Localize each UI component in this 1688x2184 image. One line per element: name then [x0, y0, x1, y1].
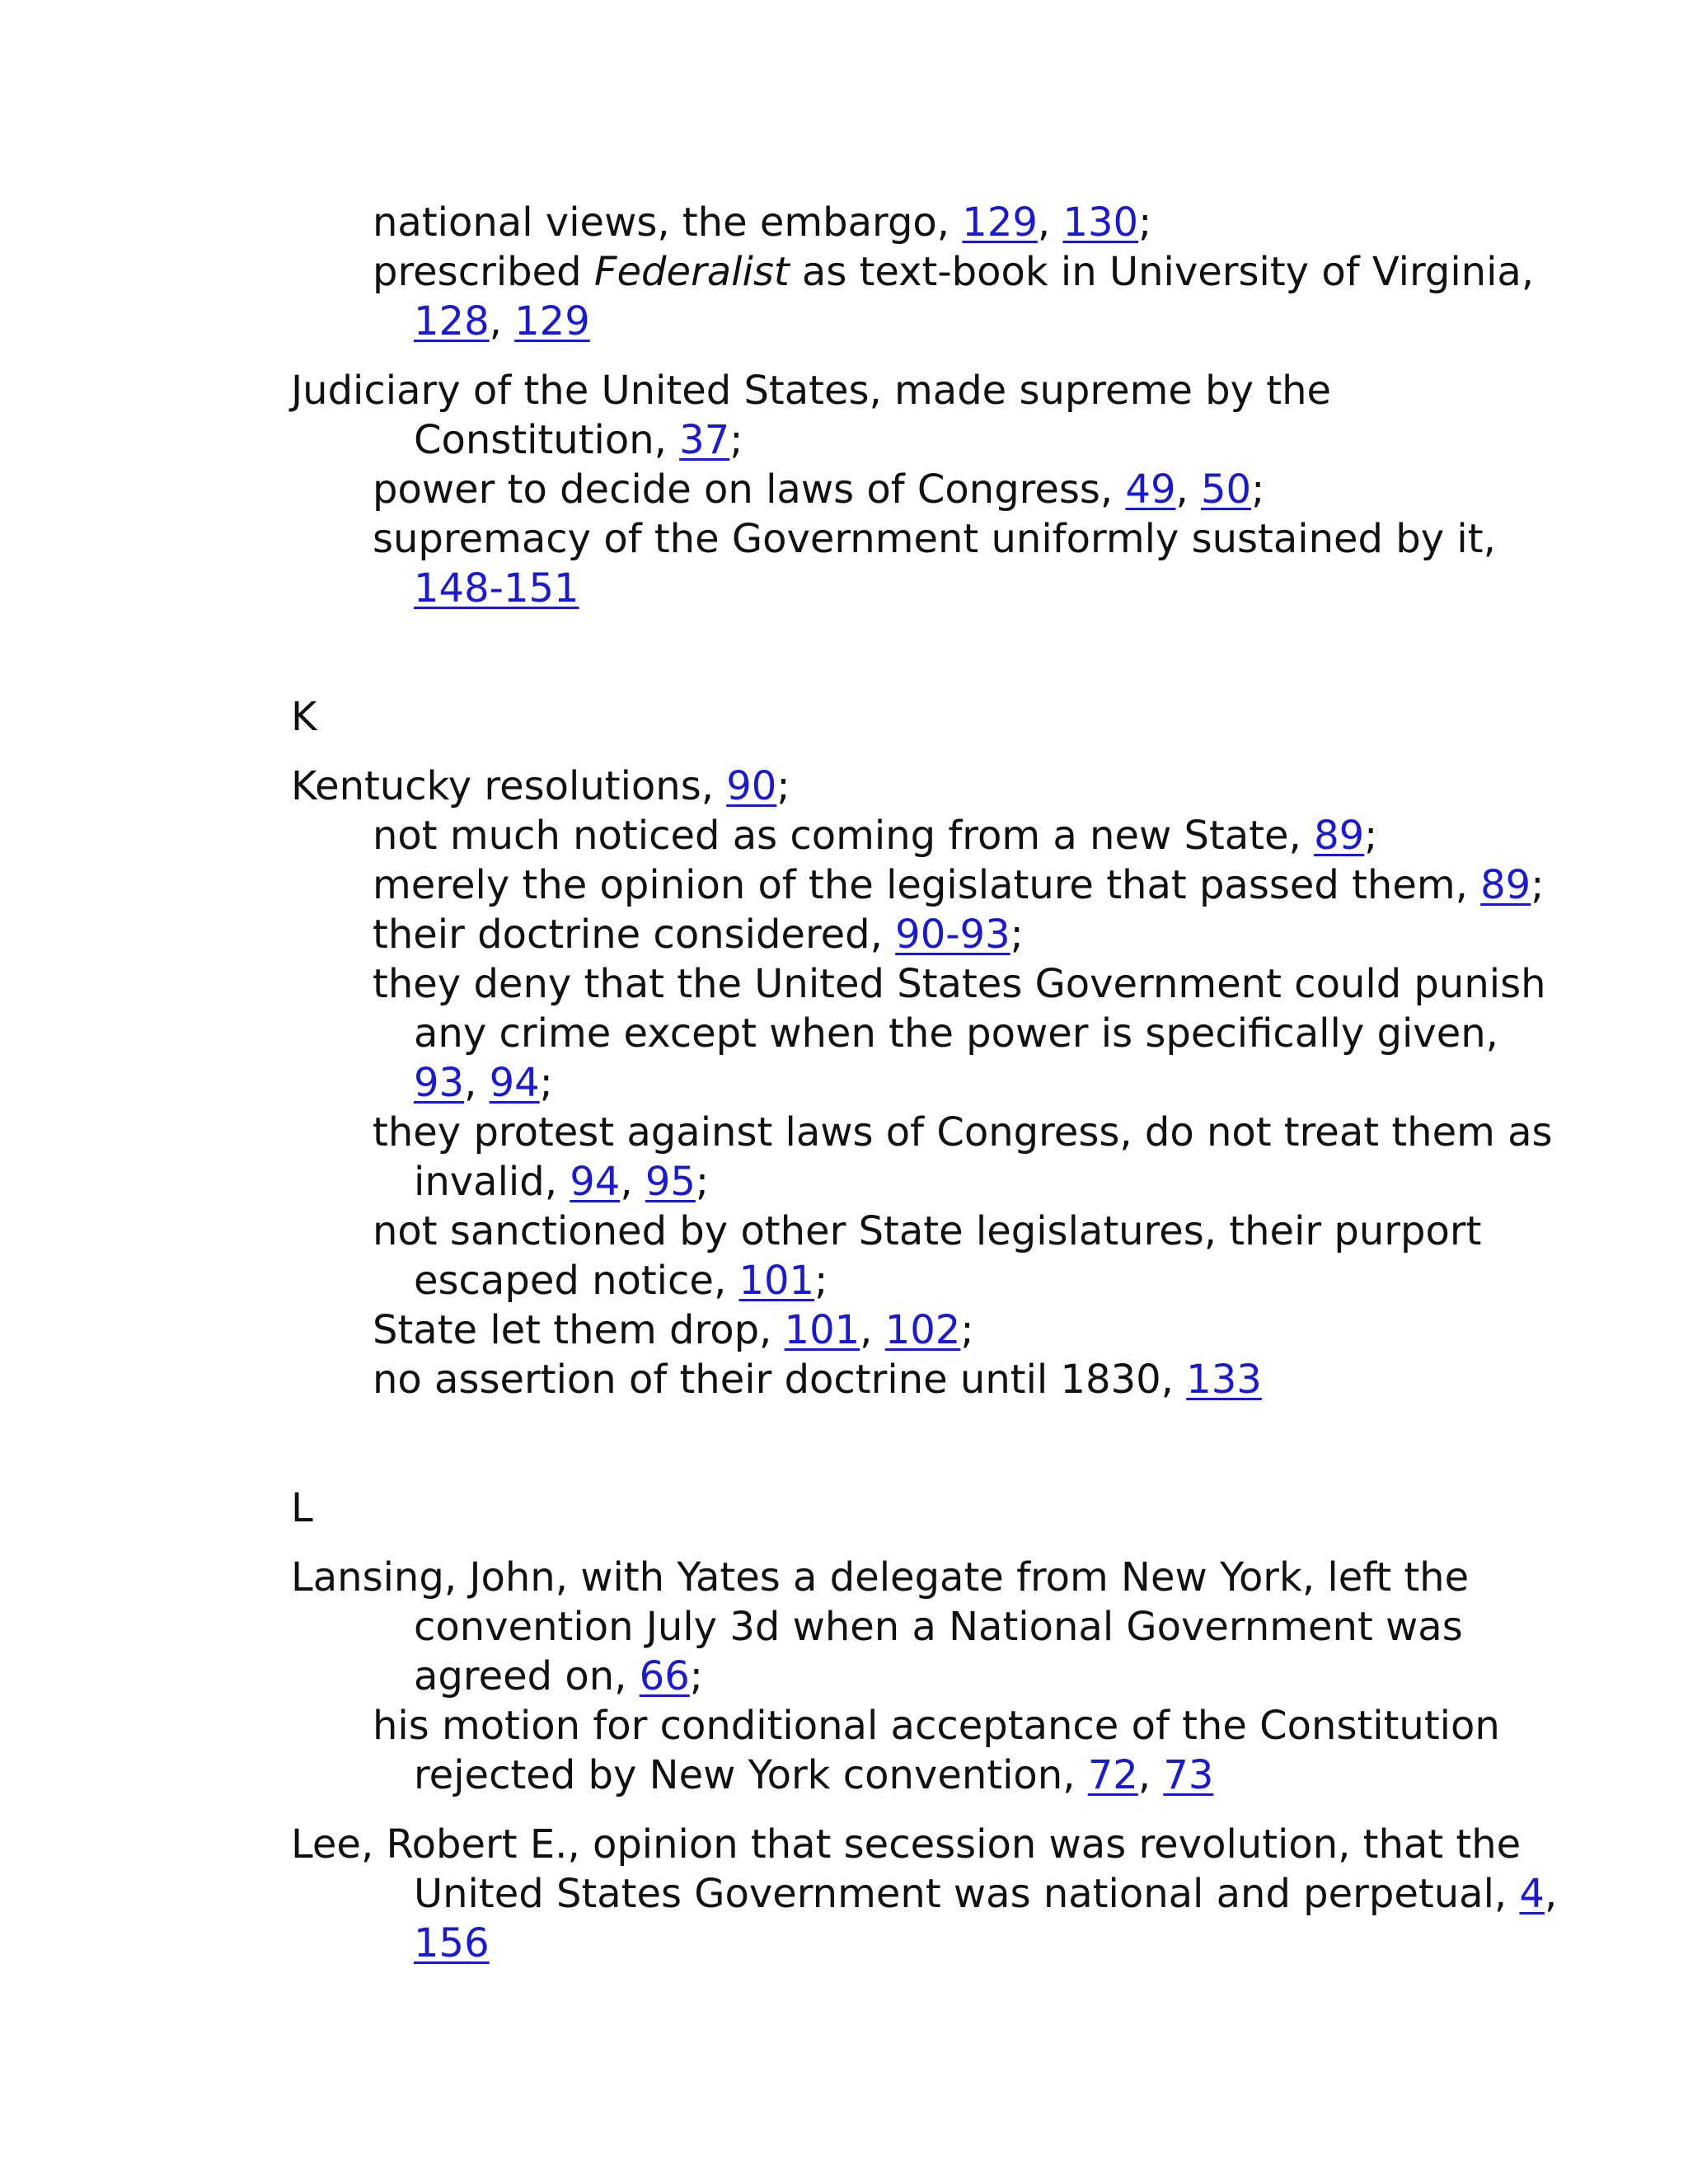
index-entry-judiciary: Judiciary of the United States, made supreme by the — [291, 368, 1332, 414]
index-entry-cont: convention July 3d when a National Government was — [414, 1604, 1463, 1650]
page-ref-link[interactable]: 49 — [1125, 466, 1176, 513]
page-ref-link[interactable]: 130 — [1062, 199, 1139, 246]
page-ref-link[interactable]: 90 — [726, 763, 777, 809]
page-ref-link[interactable]: 93 — [414, 1060, 465, 1106]
page-ref-link[interactable]: 101 — [784, 1307, 860, 1353]
page-ref-link[interactable]: 101 — [738, 1258, 815, 1304]
index-subentry: not much noticed as coming from a new State, 89; — [373, 813, 1378, 859]
index-subentry-cont: invalid, 94, 95; — [414, 1159, 710, 1205]
index-subentry: they deny that the United States Government could punish — [373, 961, 1546, 1007]
index-entry-cont: agreed on, 66; — [414, 1653, 703, 1699]
index-subentry-cont — [414, 564, 579, 613]
index-subentry-cont: rejected by New York convention, 72, 73 — [414, 1752, 1214, 1798]
index-subentry-cont: 93, 94; — [414, 1060, 553, 1106]
page-ref-link[interactable]: 129 — [962, 199, 1038, 246]
section-letter-l: L — [291, 1485, 313, 1531]
page-ref-link[interactable]: 95 — [645, 1159, 696, 1205]
index-entry-cont: Constitution, 37; — [414, 417, 743, 463]
index-subentry-cont: escaped notice, 101; — [414, 1258, 828, 1304]
page-ref-link[interactable]: 4 — [1519, 1871, 1545, 1917]
index-entry-cont: United States Government was national and perpetual, 4, — [414, 1871, 1558, 1917]
page-ref-link[interactable]: 94 — [570, 1159, 621, 1205]
page-ref-link[interactable]: 72 — [1087, 1752, 1138, 1798]
index-subentry: no assertion of their doctrine until 1830, 133 — [373, 1357, 1262, 1403]
page-ref-link[interactable]: 89 — [1480, 862, 1531, 908]
page-ref-link[interactable]: 73 — [1163, 1752, 1214, 1798]
index-subentry: his motion for conditional acceptance of the Constitution — [373, 1703, 1500, 1749]
page-ref-link[interactable]: 129 — [514, 298, 590, 344]
page-ref-link[interactable]: 148-151 — [414, 565, 579, 612]
index-subentry: State let them drop, 101, 102; — [373, 1307, 974, 1353]
index-entry-cont — [414, 1919, 490, 1968]
index-subentry: national views, the embargo, 129, 130; — [373, 199, 1152, 246]
page-ref-link[interactable]: 90-93 — [895, 912, 1010, 958]
page-ref-link[interactable]: 66 — [639, 1653, 690, 1699]
page-ref-link[interactable]: 128 — [414, 298, 490, 344]
page-ref-link[interactable]: 50 — [1201, 466, 1252, 513]
page-ref-link[interactable]: 102 — [884, 1307, 961, 1353]
index-subentry: they protest against laws of Congress, do not treat them as — [373, 1109, 1553, 1155]
index-subentry: prescribed Federalist as text-book in University of Virginia, — [373, 249, 1535, 295]
index-subentry-cont: 128, 129 — [414, 298, 590, 344]
index-subentry: not sanctioned by other State legislatures, their purport — [373, 1208, 1482, 1254]
index-entry-lee: Lee, Robert E., opinion that secession was revolution, that the — [291, 1821, 1522, 1868]
page-ref-link[interactable]: 156 — [414, 1920, 490, 1966]
index-subentry: their doctrine considered, 90-93; — [373, 912, 1024, 958]
index-subentry: power to decide on laws of Congress, 49, 50; — [373, 466, 1265, 513]
index-subentry: supremacy of the Government uniformly sustained by it, — [373, 516, 1496, 562]
page-ref-link[interactable]: 37 — [679, 417, 730, 463]
subentry-text: national views, the embargo, — [373, 199, 963, 246]
page-ref-link[interactable]: 133 — [1186, 1357, 1262, 1403]
section-letter-k: K — [291, 694, 317, 740]
page-ref-link[interactable]: 94 — [489, 1060, 540, 1106]
index-entry-kentucky: Kentucky resolutions, 90; — [291, 763, 790, 809]
book-title: Federalist — [593, 249, 790, 295]
index-subentry-cont: any crime except when the power is specifically given, — [414, 1010, 1498, 1057]
page-ref-link[interactable]: 89 — [1314, 813, 1365, 859]
index-entry-lansing: Lansing, John, with Yates a delegate from New York, left the — [291, 1554, 1470, 1601]
index-subentry: merely the opinion of the legislature that passed them, 89; — [373, 862, 1545, 908]
